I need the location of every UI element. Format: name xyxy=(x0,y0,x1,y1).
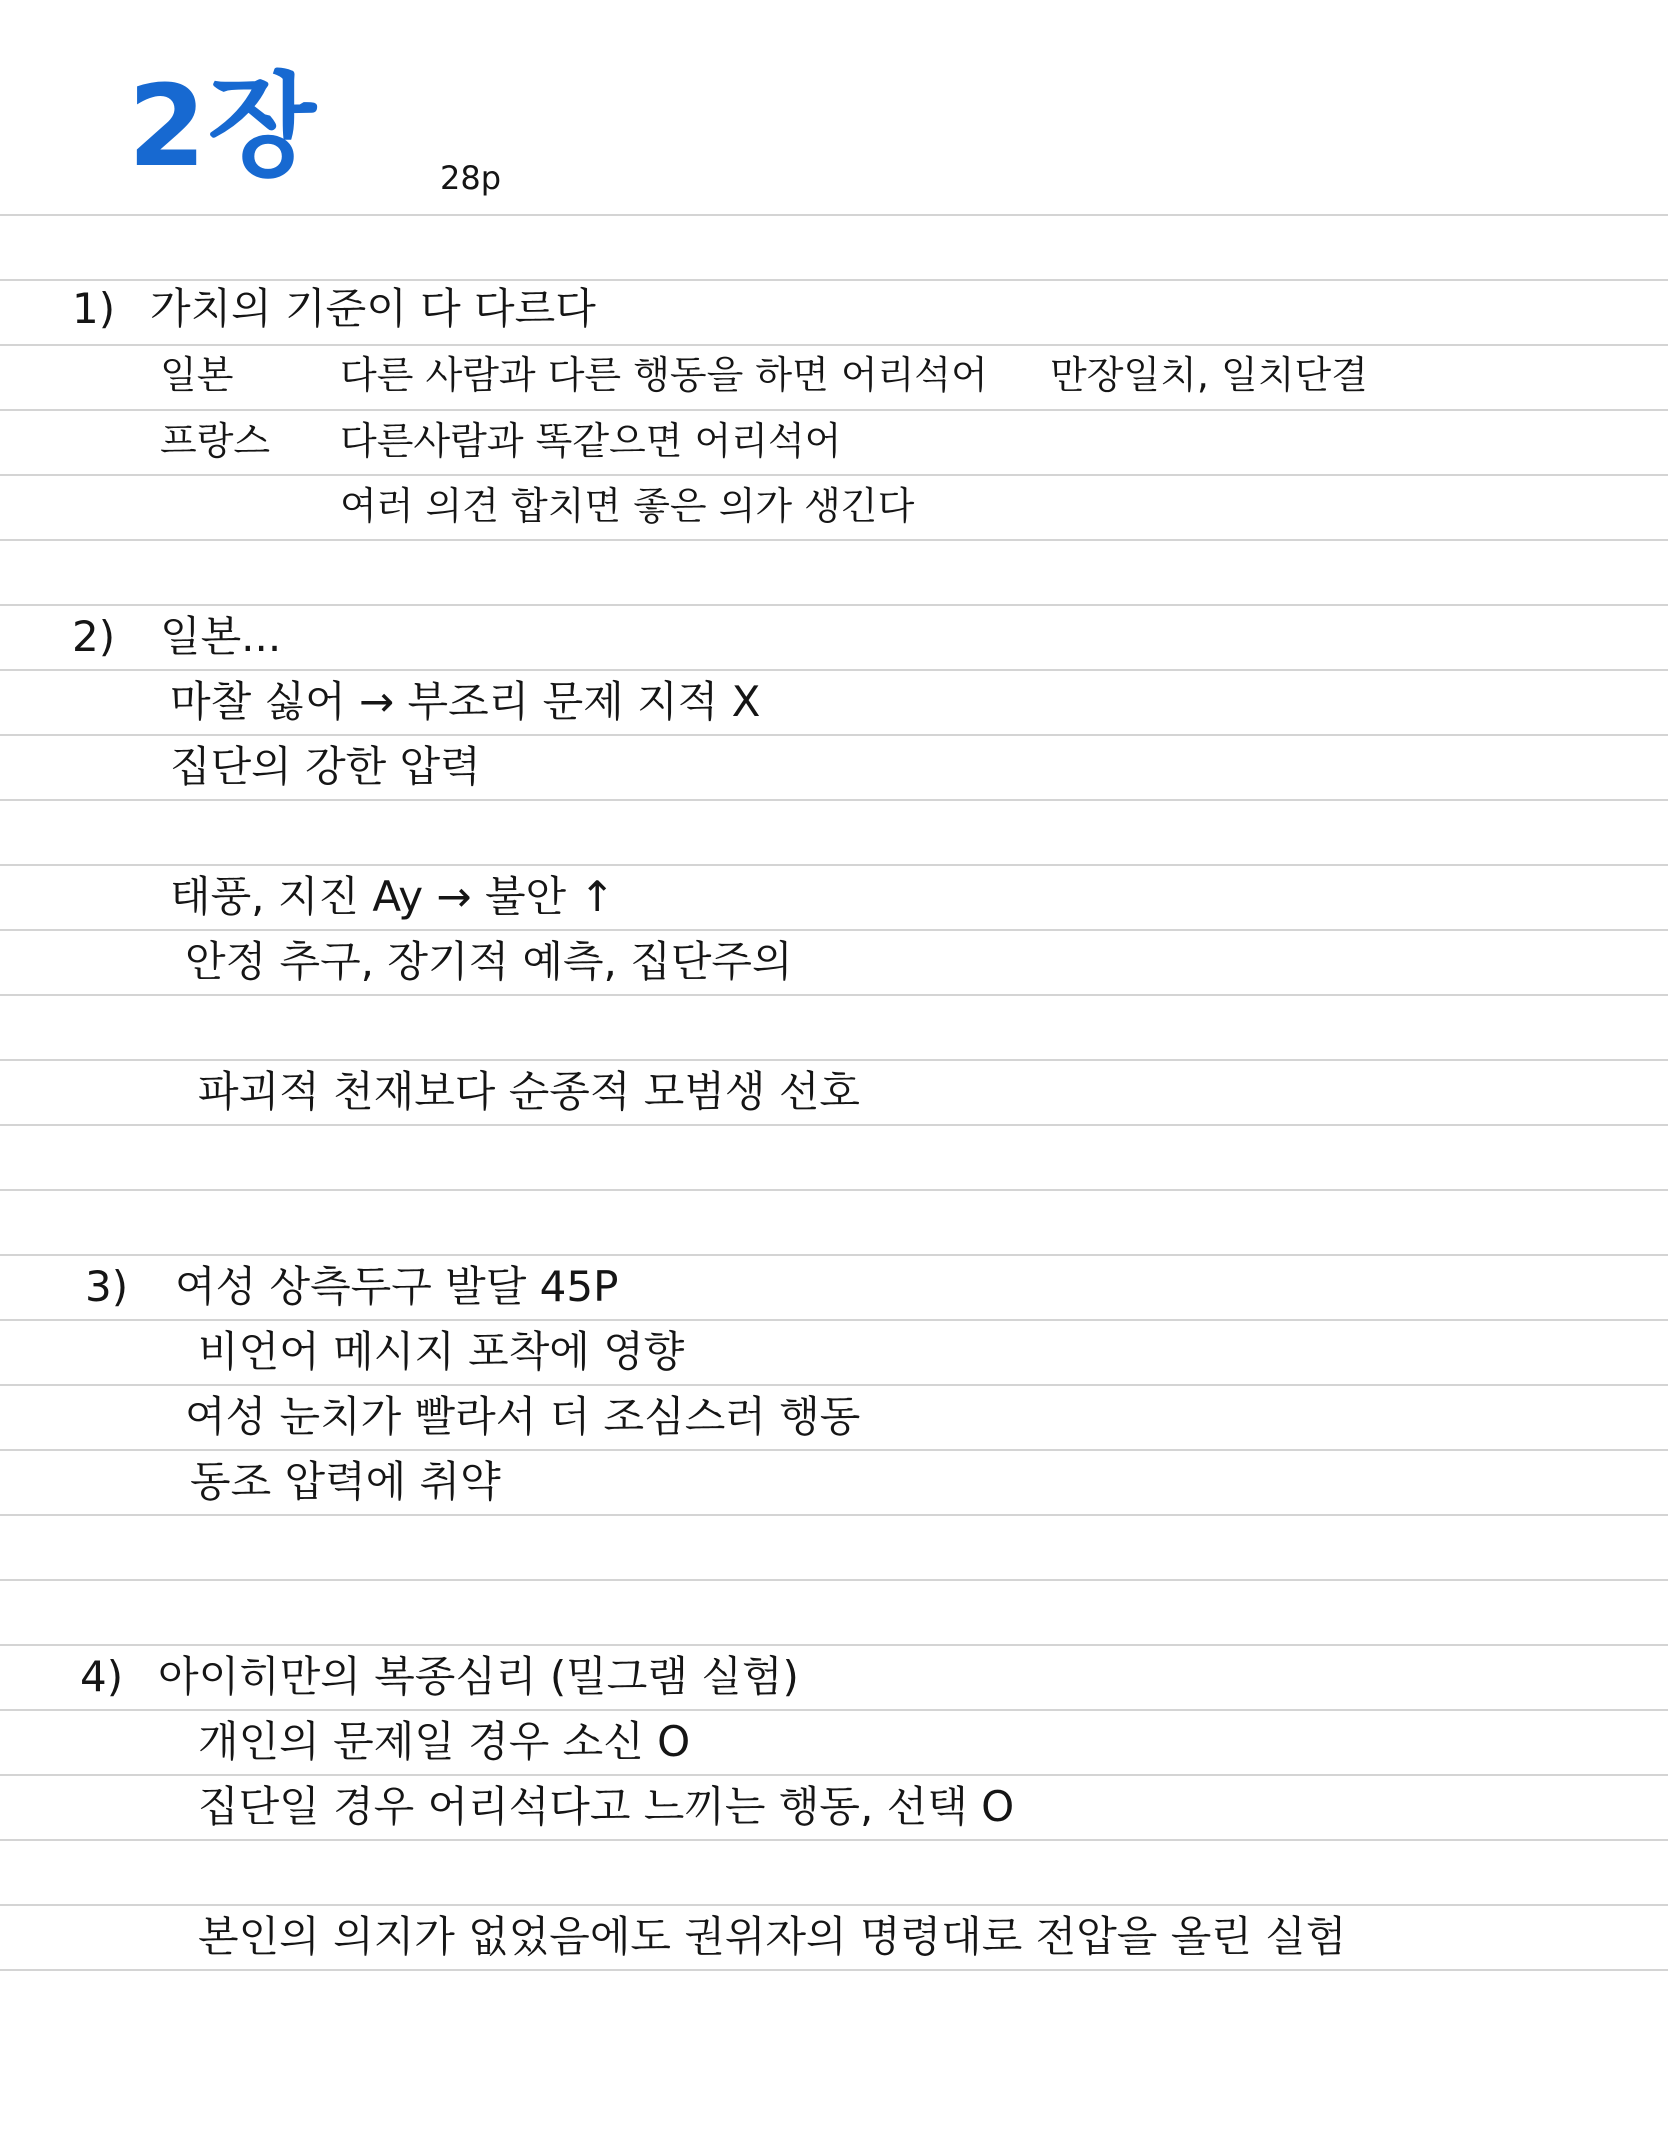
ruled-line xyxy=(0,604,1668,606)
section-4-label: 4) xyxy=(80,1652,124,1701)
section-1-label: 1) xyxy=(72,284,116,333)
ruled-line xyxy=(0,929,1668,931)
ruled-line xyxy=(0,864,1668,866)
ruled-line xyxy=(0,1254,1668,1256)
section-4-line: 본인의 의지가 없었음에도 권위자의 명령대로 전압을 올린 실험 xyxy=(198,1912,1347,1961)
section-2-title: 일본... xyxy=(160,612,282,661)
ruled-line xyxy=(0,214,1668,216)
section-4-title: 아이히만의 복종심리 (밀그램 실험) xyxy=(158,1652,799,1701)
ruled-line xyxy=(0,799,1668,801)
section-1-france-text: 다른사람과 똑같으면 어리석어 xyxy=(340,419,842,463)
ruled-line xyxy=(0,1384,1668,1386)
section-3-title: 여성 상측두구 발달 45P xyxy=(175,1262,619,1311)
section-4-line: 개인의 문제일 경우 소신 O xyxy=(198,1717,691,1766)
ruled-line xyxy=(0,669,1668,671)
section-1-term-france: 프랑스 xyxy=(160,419,271,463)
ruled-line xyxy=(0,1644,1668,1646)
section-2-label: 2) xyxy=(72,612,116,661)
ruled-line xyxy=(0,994,1668,996)
ruled-line xyxy=(0,409,1668,411)
ruled-line xyxy=(0,1579,1668,1581)
section-1-term-japan: 일본 xyxy=(160,353,234,397)
ruled-line xyxy=(0,1839,1668,1841)
ruled-line xyxy=(0,1449,1668,1451)
section-1-japan-text: 다른 사람과 다른 행동을 하면 어리석어 xyxy=(340,353,988,397)
ruled-line xyxy=(0,1904,1668,1906)
ruled-line xyxy=(0,344,1668,346)
ruled-line xyxy=(0,474,1668,476)
page-reference: 28p xyxy=(440,159,502,197)
section-1-france-text-2: 여러 의견 합치면 좋은 의가 생긴다 xyxy=(340,484,915,528)
ruled-line xyxy=(0,1774,1668,1776)
section-4-line: 집단일 경우 어리석다고 느끼는 행동, 선택 O xyxy=(198,1782,1015,1831)
section-2-line: 태풍, 지진 Ay → 불안 ↑ xyxy=(170,872,615,921)
section-3-line: 동조 압력에 취약 xyxy=(190,1457,501,1506)
section-1-japan-note: 만장일치, 일치단결 xyxy=(1050,353,1368,397)
ruled-line xyxy=(0,1969,1668,1971)
ruled-line xyxy=(0,1189,1668,1191)
section-2-line: 마찰 싫어 → 부조리 문제 지적 X xyxy=(170,677,761,726)
ruled-line xyxy=(0,1319,1668,1321)
chapter-title: 2장 xyxy=(128,62,319,192)
ruled-line xyxy=(0,1059,1668,1061)
section-3-label: 3) xyxy=(85,1262,129,1311)
ruled-line xyxy=(0,539,1668,541)
section-3-line: 여성 눈치가 빨라서 더 조심스러 행동 xyxy=(185,1392,861,1441)
section-3-line: 비언어 메시지 포착에 영향 xyxy=(198,1327,685,1376)
section-1-title: 가치의 기준이 다 다르다 xyxy=(150,284,596,333)
ruled-line xyxy=(0,279,1668,281)
ruled-line xyxy=(0,1709,1668,1711)
section-2-line: 집단의 강한 압력 xyxy=(170,742,481,791)
ruled-line xyxy=(0,1514,1668,1516)
ruled-line xyxy=(0,734,1668,736)
section-2-line: 안정 추구, 장기적 예측, 집단주의 xyxy=(185,937,793,986)
section-2-line: 파괴적 천재보다 순종적 모범생 선호 xyxy=(198,1067,860,1116)
ruled-line xyxy=(0,1124,1668,1126)
